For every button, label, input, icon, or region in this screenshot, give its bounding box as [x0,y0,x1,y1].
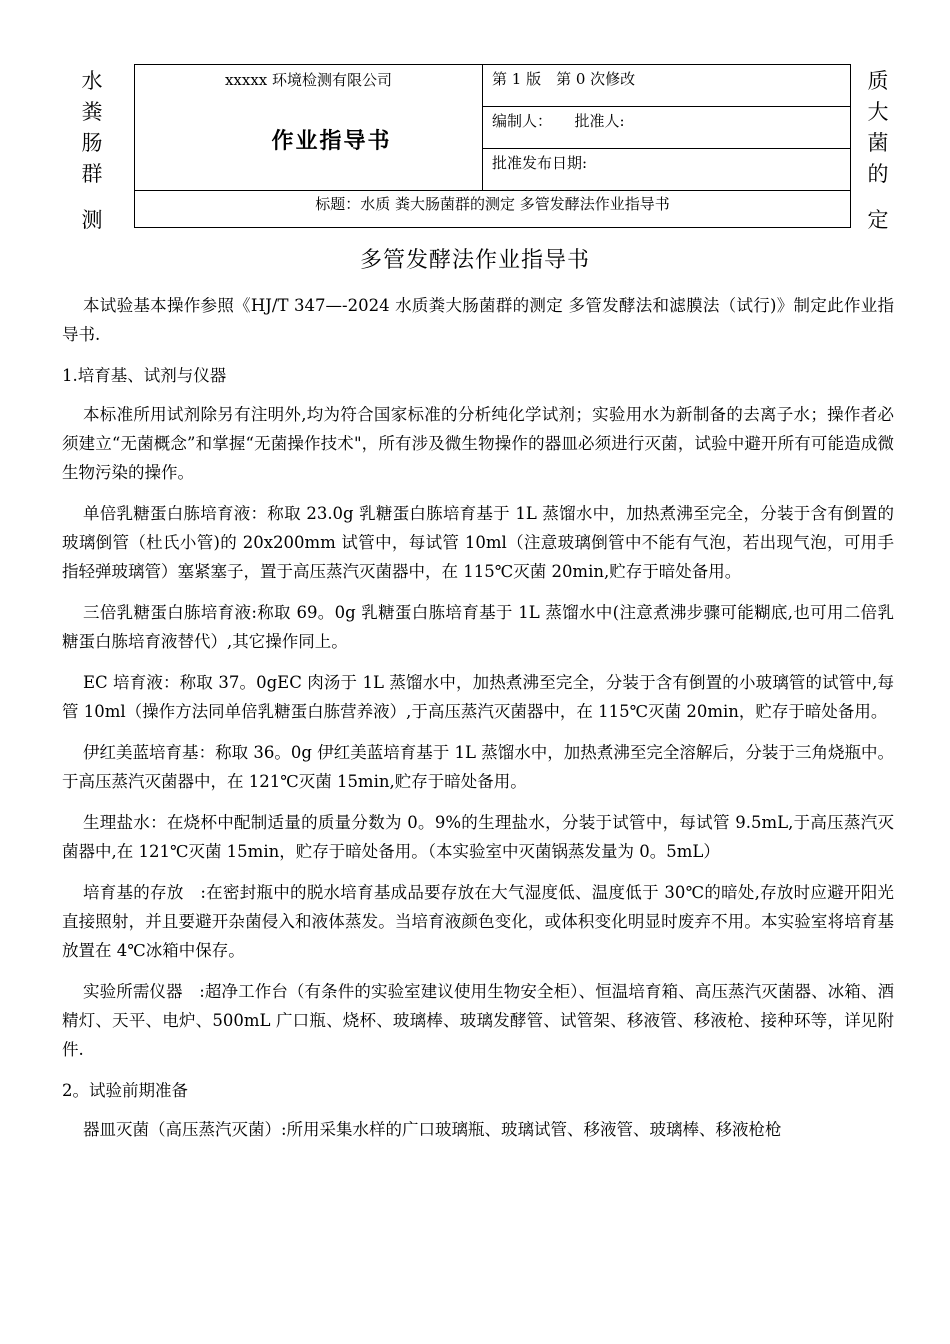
side-char: 粪 [81,100,103,124]
document-header-table [134,64,851,228]
paragraph: 单倍乳糖蛋白胨培育液：称取 23.0g 乳糖蛋白胨培育基于 1L 蒸馏水中，加热煮沸至完全，分装于含有倒置的玻璃倒管（杜氏小管)的 20x200mm 试管中，每试管 10ml（注意玻璃倒管中不能有气泡，若出现气泡，可用手指轻弹玻璃管）塞紧塞子，置于高压蒸汽灭菌器中，在 115℃灭菌 20min,贮存于暗处备用。 [62,504,894,581]
paragraph: 三倍乳糖蛋白胨培育液:称取 69。0g 乳糖蛋白胨培育基于 1L 蒸馏水中(注意煮沸步骤可能糊底,也可用二倍乳糖蛋白胨培育液替代）,其它操作同上。 [62,603,894,651]
side-char: 大 [867,100,889,124]
paragraph: 本标准所用试剂除另有注明外,均为符合国家标准的分析纯化学试剂；实验用水为新制备的去离子水；操作者必须建立“无菌概念”和掌握“无菌操作技术"，所有涉及微生物操作的器皿必须进行灭菌，试验中避开所有可能造成微生物污染的操作。 [62,405,894,482]
side-char: 测 [81,208,103,232]
version-cell [483,65,851,107]
editor-cell [483,107,851,149]
paragraph: 伊红美蓝培育基：称取 36。0g 伊红美蓝培育基于 1L 蒸馏水中，加热煮沸至完全溶解后，分装于三角烧瓶中。于高压蒸汽灭菌器中，在 121℃灭菌 15min,贮存于暗处备用。 [62,743,894,791]
subject-cell [135,191,851,228]
company-name: xxxxx 环境检测有限公司 [224,71,393,89]
release-date-cell [483,149,851,191]
section-heading: 1.培育基、试剂与仪器 [62,366,227,385]
paragraph: 实验所需仪器 :超净工作台（有条件的实验室建议使用生物安全柜）、恒温培育箱、高压蒸汽灭菌器、冰箱、酒精灯、天平、电炉、500mL 广口瓶、烧杯、玻璃棒、玻璃发酵管、试管架、移液管、移液枪、接种环等，详见附件. [62,982,894,1059]
paragraph: EC 培育液：称取 37。0gEC 肉汤于 1L 蒸馏水中，加热煮沸至完全，分装于含有倒置的小玻璃管的试管中,每管 10ml（操作方法同单倍乳糖蛋白胨营养液）,于高压蒸汽灭菌器中，在 115℃灭菌 20min，贮存于暗处备用。 [62,673,894,721]
editor-text: 编制人： 批准人: [492,112,625,130]
side-char: 菌 [867,131,889,155]
side-char: 群 [81,162,103,186]
section-heading: 2。试验前期准备 [62,1081,188,1100]
version-text: 第 1 版 第 0 次修改 [492,70,636,88]
page-title: 多管发酵法作业指导书 [359,248,590,273]
company-cell [135,65,483,191]
side-char: 的 [867,162,889,186]
paragraph: 生理盐水：在烧杯中配制适量的质量分数为 0。9%的生理盐水，分装于试管中，每试管 9.5mL,于高压蒸汽灭菌器中,在 121℃灭菌 15min，贮存于暗处备用。（本实验室中灭菌锅蒸发量为 0。5mL） [62,813,894,861]
doc-type-title: 作业指导书 [271,129,392,154]
side-char: 肠 [81,131,103,155]
release-date-text: 批准发布日期: [492,154,588,172]
side-char: 水 [81,69,103,93]
side-vertical-text-right [863,66,893,236]
paragraph: 培育基的存放 :在密封瓶中的脱水培育基成品要存放在大气湿度低、温度低于 30℃的暗处,存放时应避开阳光直接照射，并且要避开杂菌侵入和液体蒸发。当培育液颜色变化，或体积变化明显时废弃不用。本实验室将培育基放置在 4℃冰箱中保存。 [62,883,894,960]
side-vertical-text-left [77,66,107,236]
side-char: 质 [867,69,889,93]
paragraph: 器皿灭菌（高压蒸汽灭菌）:所用采集水样的广口玻璃瓶、玻璃试管、移液管、玻璃棒、移液枪枪 [83,1120,782,1139]
side-char: 定 [867,208,889,232]
document-body [62,291,894,1156]
subject-text: 标题：水质 粪大肠菌群的测定 多管发酵法作业指导书 [315,195,670,213]
paragraph-intro: 本试验基本操作参照《HJ/T 347—-2024 水质粪大肠菌群的测定 多管发酵法和滤膜法（试行)》制定此作业指导书. [62,296,894,344]
